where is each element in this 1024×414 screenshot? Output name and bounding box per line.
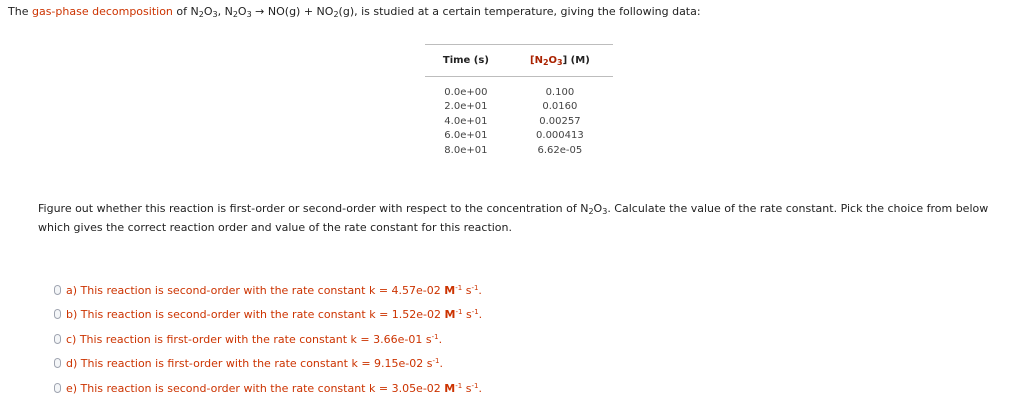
conc-cell: 0.0160 — [542, 101, 578, 113]
choice-e[interactable] — [54, 381, 482, 395]
conc-cell: 0.100 — [545, 86, 575, 98]
time-cell: 0.0e+00 — [444, 86, 488, 98]
intro-text: O — [237, 5, 247, 18]
time-cell: 4.0e+01 — [444, 115, 488, 127]
time-cell: 2.0e+01 — [444, 101, 488, 113]
glossary-term[interactable]: gas-phase decomposition — [31, 5, 173, 18]
question-text: Figure out whether this reaction is first-order or second-order with respect to the concentration of $N_2O_3$. Calculate the value of the rate constant. Pick the choice from below which gives the correct reaction order and value of the rate constant for this reaction. — [38, 202, 989, 234]
time-cell: 6.0e+01 — [444, 130, 488, 142]
subscript: 3 — [212, 10, 218, 19]
header-concentration: $[N_2O_3]$ (M) — [507, 45, 613, 77]
choice-b-label: b) This reaction is second-order with the rate constant k = 1.52e-02 $M^{-1}$ $s^{-1}$. — [66, 307, 483, 321]
table-header-row — [425, 45, 613, 77]
table-row — [425, 114, 613, 129]
kinetics-data-table — [425, 44, 613, 158]
choice-e-label: e) This reaction is second-order with the rate constant k = 3.05e-02 $M^{-1}$ $s^{-1}$. — [66, 381, 482, 395]
choice-d-label: d) This reaction is first-order with the rate constant k = 9.15e-02 $s^{-1}$. — [66, 356, 443, 370]
table-row — [425, 143, 613, 158]
intro-prefix: The — [8, 5, 32, 18]
table-row — [425, 129, 613, 144]
intro-text: (g), is studied at a certain temperature, giving the following data: — [338, 5, 701, 18]
problem-intro — [8, 5, 701, 18]
subscript: 3 — [246, 10, 252, 19]
radio-choice-a[interactable] — [54, 285, 61, 295]
choice-b[interactable] — [54, 307, 482, 321]
subscript: 2 — [198, 10, 204, 19]
intro-text: O — [203, 5, 213, 18]
conc-cell: 6.62e-05 — [537, 144, 583, 156]
subscript: 2 — [333, 10, 339, 19]
choice-c[interactable] — [54, 332, 442, 346]
choice-d[interactable] — [54, 356, 443, 370]
intro-text: , N — [217, 5, 233, 18]
conc-cell: 0.00257 — [539, 115, 581, 127]
table-row — [425, 100, 613, 115]
choice-c-label: c) This reaction is first-order with the rate constant k = 3.66e-01 $s^{-1}$. — [66, 332, 443, 346]
conc-cell: 0.000413 — [536, 130, 584, 142]
radio-choice-c[interactable] — [54, 334, 61, 344]
intro-text: → NO(g) + NO — [251, 5, 334, 18]
subscript: 2 — [232, 10, 238, 19]
table-row — [425, 77, 613, 100]
radio-choice-e[interactable] — [54, 383, 61, 393]
intro-text: of N — [172, 5, 199, 18]
time-cell: 8.0e+01 — [444, 144, 488, 156]
choice-a[interactable] — [54, 283, 482, 297]
header-time: Time (s) — [425, 45, 507, 77]
radio-choice-b[interactable] — [54, 309, 61, 319]
radio-choice-d[interactable] — [54, 358, 61, 368]
choice-a-label: a) This reaction is second-order with the rate constant k = 4.57e-02 $M^{-1}$ $s^{-1}$. — [66, 283, 482, 297]
